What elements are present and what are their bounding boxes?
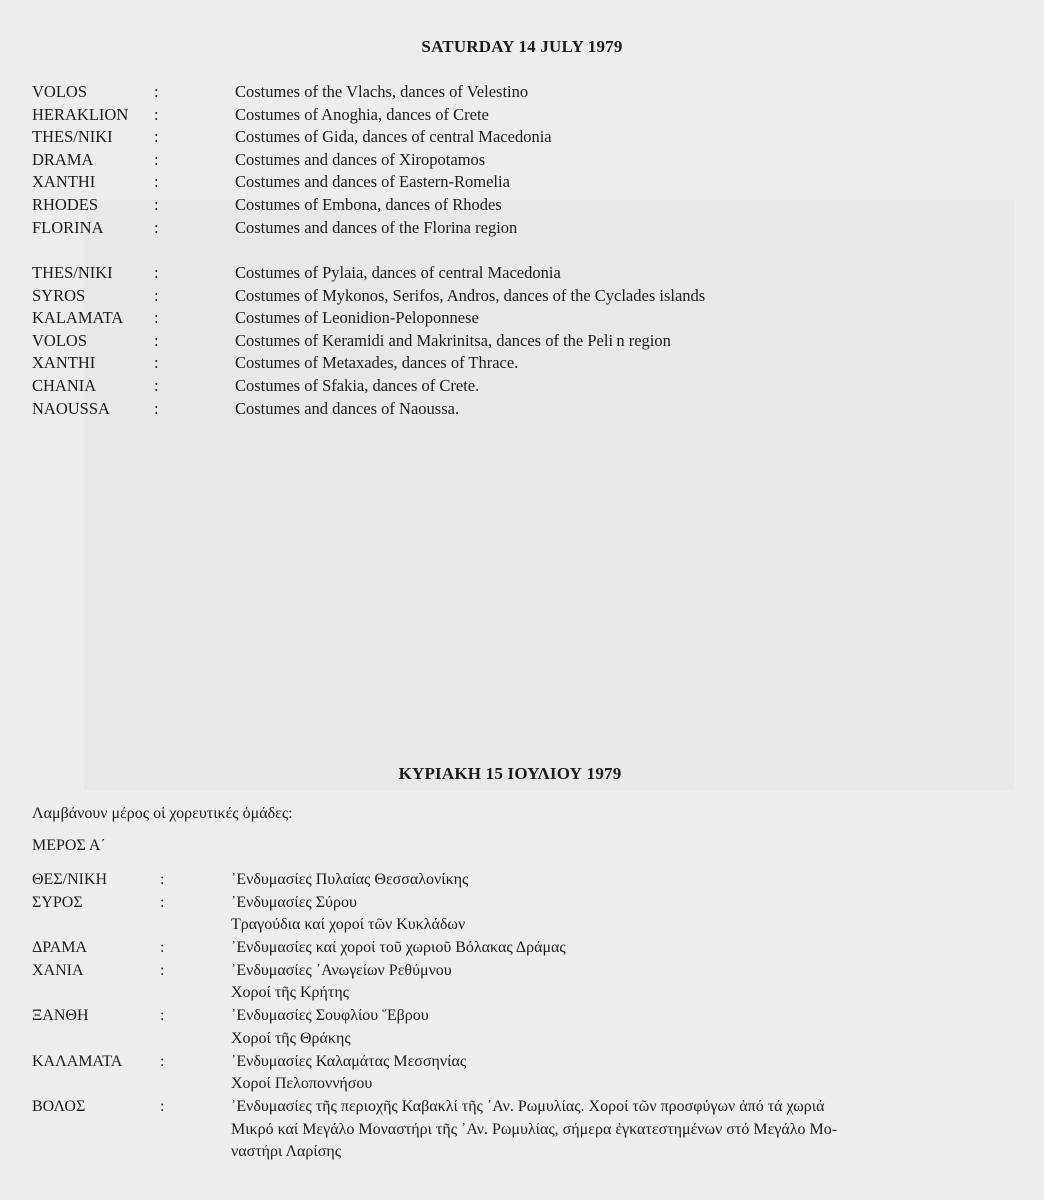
list-item xyxy=(32,308,1022,331)
list-item-continuation xyxy=(32,1075,1022,1098)
city-name: FLORINA xyxy=(32,217,104,237)
separator-colon: : xyxy=(160,893,165,911)
participants-intro: Λαμβάνουν μέρος οἱ χορευτικές ὁμάδες: xyxy=(32,805,293,822)
program-description: Τραγούδια καί χοροί τῶν Κυκλάδων xyxy=(231,916,466,934)
city-name: XANTHI xyxy=(32,172,96,192)
separator-colon: : xyxy=(154,308,159,328)
separator-colon: : xyxy=(154,398,159,418)
program-description: ᾿Ενδυμασίες ᾿Ανωγείων Ρεθύμνου xyxy=(231,961,452,979)
list-item xyxy=(32,127,1022,150)
list-item-continuation xyxy=(32,1030,1022,1053)
separator-colon: : xyxy=(154,104,159,124)
city-name: ΒΟΛΟΣ xyxy=(32,1097,86,1115)
program-description: Costumes of the Vlachs, dances of Velestino xyxy=(235,82,529,101)
program-description: ᾿Ενδυμασίες καί χοροί τοῦ χωριοῦ Βόλακας Δράμας xyxy=(231,939,566,957)
separator-colon: : xyxy=(154,127,159,147)
city-name: HERAKLION xyxy=(32,104,129,124)
separator-colon: : xyxy=(160,961,165,979)
program-description: Costumes of Pylaia, dances of central Macedonia xyxy=(235,263,561,282)
city-name: ΔΡΑΜΑ xyxy=(32,939,88,957)
list-item-continuation xyxy=(32,916,1022,939)
city-name: ΚΑΛΑΜΑΤΑ xyxy=(32,1052,123,1070)
list-item xyxy=(32,82,1022,105)
program-description: Χοροί τῆς Κρήτης xyxy=(231,984,350,1002)
program-description: Χοροί τῆς Θράκης xyxy=(231,1029,351,1047)
program-description: ᾿Ενδυμασίες Σύρου xyxy=(231,893,357,911)
separator-colon: : xyxy=(154,375,159,395)
separator-colon: : xyxy=(154,217,159,237)
separator-colon: : xyxy=(154,353,159,373)
saturday-heading: SATURDAY 14 JULY 1979 xyxy=(421,37,623,56)
city-name: ΘΕΣ/ΝΙΚΗ xyxy=(32,871,108,888)
list-item xyxy=(32,1053,1022,1076)
program-description: Costumes of Mykonos, Serifos, Andros, dances of the Cyclades islands xyxy=(235,285,706,305)
program-description: ᾿Ενδυμασίες Πυλαίας Θεσσαλονίκης xyxy=(231,871,469,888)
list-item-continuation xyxy=(32,984,1022,1007)
program-description: Μικρό καί Μεγάλο Μοναστήρι τῆς ᾿Αν. Ρωμυλίας, σήμερα ἐγκατεστημένων στό Μεγάλο Μο- xyxy=(231,1120,838,1138)
list-item xyxy=(32,150,1022,173)
saturday-group-2 xyxy=(32,263,1022,421)
separator-colon: : xyxy=(154,285,159,305)
program-description: Costumes of Anoghia, dances of Crete xyxy=(235,104,489,124)
city-name: RHODES xyxy=(32,194,99,214)
list-item xyxy=(32,939,1022,962)
part-label: ΜΕΡΟΣ Α΄ xyxy=(32,837,106,854)
list-item xyxy=(32,1007,1022,1030)
program-description: Costumes and dances of Naoussa. xyxy=(235,398,460,418)
separator-colon: : xyxy=(154,149,159,169)
separator-colon: : xyxy=(160,1097,165,1115)
city-name: KALAMATA xyxy=(32,308,124,328)
program-description: Costumes and dances of Xiropotamos xyxy=(235,149,486,169)
separator-colon: : xyxy=(154,194,159,214)
list-item xyxy=(32,195,1022,218)
separator-colon: : xyxy=(154,330,159,350)
list-item xyxy=(32,1098,1022,1121)
list-item xyxy=(32,353,1022,376)
list-item xyxy=(32,105,1022,128)
program-description: Costumes of Sfakia, dances of Crete. xyxy=(235,375,480,395)
program-description: Costumes of Embona, dances of Rhodes xyxy=(235,194,502,214)
city-name: DRAMA xyxy=(32,149,94,169)
list-item xyxy=(32,286,1022,309)
program-description: ᾿Ενδυμασίες τῆς περιοχῆς Καβακλί τῆς ᾿Αν. Ρωμυλίας. Χοροί τῶν προσφύγων ἀπό τά χωριά xyxy=(231,1097,825,1115)
program-description: Costumes and dances of Eastern-Romelia xyxy=(235,172,510,192)
list-item xyxy=(32,331,1022,354)
list-item xyxy=(32,894,1022,917)
program-description: Costumes of Gida, dances of central Macedonia xyxy=(235,127,552,147)
separator-colon: : xyxy=(154,263,159,282)
program-description: Costumes of Metaxades, dances of Thrace. xyxy=(235,353,519,373)
list-item xyxy=(32,376,1022,399)
city-name: THES/NIKI xyxy=(32,127,113,147)
separator-colon: : xyxy=(160,871,165,888)
program-description: Costumes of Leonidion-Peloponnese xyxy=(235,308,479,328)
list-item-continuation xyxy=(32,1121,1022,1144)
city-name: VOLOS xyxy=(32,82,88,101)
city-name: THES/NIKI xyxy=(32,263,113,282)
city-name: SYROS xyxy=(32,285,86,305)
program-description: ᾿Ενδυμασίες Καλαμάτας Μεσσηνίας xyxy=(231,1052,467,1070)
list-item xyxy=(32,172,1022,195)
program-description: Χοροί Πελοποννήσου xyxy=(231,1075,373,1093)
list-item xyxy=(32,871,1022,894)
program-description: ναστήρι Λαρίσης xyxy=(231,1143,342,1161)
saturday-group-1 xyxy=(32,82,1022,240)
city-name: ΧΑΝΙΑ xyxy=(32,961,84,979)
city-name: VOLOS xyxy=(32,330,88,350)
city-name: XANTHI xyxy=(32,353,96,373)
list-item xyxy=(32,962,1022,985)
separator-colon: : xyxy=(160,1052,165,1070)
program-description: Costumes and dances of the Florina region xyxy=(235,217,518,237)
city-name: ΞΑΝΘΗ xyxy=(32,1007,89,1025)
list-item xyxy=(32,263,1022,286)
separator-colon: : xyxy=(154,82,159,101)
separator-colon: : xyxy=(154,172,159,192)
city-name: NAOUSSA xyxy=(32,398,110,418)
list-item-continuation xyxy=(32,1143,1022,1166)
sunday-heading: ΚΥΡΙΑΚΗ 15 ΙΟΥΛΙΟΥ 1979 xyxy=(398,764,622,783)
city-name: ΣΥΡΟΣ xyxy=(32,893,83,911)
list-item xyxy=(32,399,1022,422)
sunday-list xyxy=(32,871,1022,1166)
separator-colon: : xyxy=(160,939,165,957)
program-description: Costumes of Keramidi and Makrinitsa, dances of the Peli n region xyxy=(235,330,671,350)
program-description: ᾿Ενδυμασίες Σουφλίου Ἕβρου xyxy=(231,1007,429,1025)
list-item xyxy=(32,218,1022,241)
separator-colon: : xyxy=(160,1007,165,1025)
city-name: CHANIA xyxy=(32,375,97,395)
